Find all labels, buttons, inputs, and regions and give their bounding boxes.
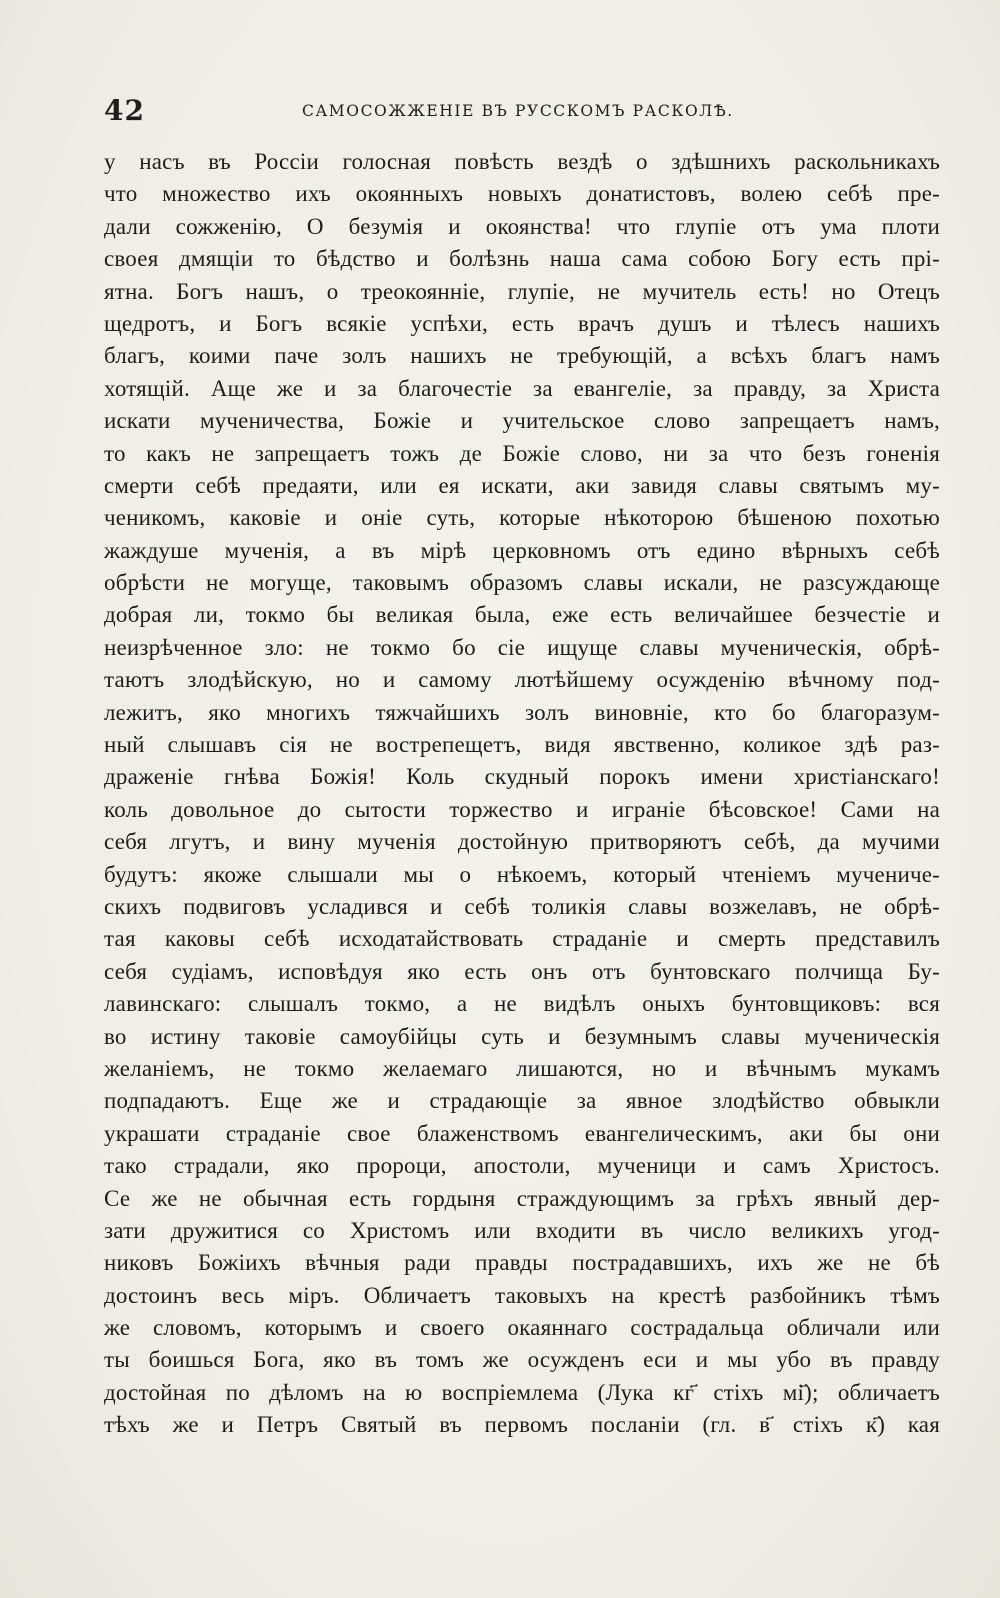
text-line: ный слышавъ сія не вострепещетъ, видя явственно, коликое здѣ раз- (104, 732, 940, 758)
text-line: ченикомъ, каковіе и оніе суть, которые нѣкоторою бѣшеною похотью (104, 505, 940, 531)
page-header (104, 94, 944, 130)
text-line: подпадаютъ. Еще же и страдающіе за явное злодѣйство обвыкли (104, 1088, 940, 1114)
text-line: тѣхъ же и Петръ Святый въ первомъ посланіи (гл. в҃ стіхъ к҃) кая (104, 1412, 940, 1438)
text-line: зати дружитися со Христомъ или входити въ число великихъ угод- (104, 1217, 940, 1243)
text-line: жаждуше мученія, а въ мірѣ церковномъ отъ едино вѣрныхъ себѣ (104, 537, 940, 563)
text-line: тако страдали, яко пророци, апостоли, мученици и самъ Христосъ. (104, 1153, 940, 1179)
text-line: никовъ Божіихъ вѣчныя ради правды пострадавшихъ, ихъ же не бѣ (104, 1250, 940, 1276)
running-title: САМОСОЖЖЕНІЕ ВЪ РУССКОМЪ РАСКОЛѢ. (302, 102, 734, 120)
text-line: что множество ихъ окоянныхъ новыхъ донатистовъ, волею себѣ пре- (104, 181, 940, 207)
text-line: желаніемъ, не токмо желаемаго лишаются, но и вѣчнымъ мукамъ (104, 1055, 940, 1081)
text-line: Се же не обычная есть гордыня страждующимъ за грѣхъ явный дер- (104, 1185, 940, 1211)
text-line: себя лгутъ, и вину мученія достойную притворяютъ себѣ, да мучими (104, 829, 940, 855)
text-line: тая каковы себѣ исходатайствовать страданіе и смерть представилъ (104, 926, 940, 952)
text-line: будутъ: якоже слышали мы о нѣкоемъ, который чтеніемъ мучениче- (104, 861, 940, 887)
text-line: лавинскаго: слышалъ токмо, а не видѣлъ оныхъ бунтовщиковъ: вся (104, 991, 940, 1017)
text-line: ты боишься Бога, яко въ томъ же осужденъ еси и мы убо въ правду (104, 1347, 940, 1373)
text-line: своея дмящіи то бѣдство и болѣзнь наша сама собою Богу есть прі- (104, 246, 940, 272)
text-line: таютъ злодѣйскую, но и самому лютѣйшему осужденію вѣчному под- (104, 667, 940, 693)
text-line: же словомъ, которымъ и своего окаяннаго сострадальца обличали или (104, 1315, 940, 1341)
text-line: ятна. Богъ нашъ, о треокоянніе, глупіе, не мучитель есть! но Отецъ (104, 278, 940, 304)
text-line: смерти себѣ предаяти, или ея искати, аки завидя славы святымъ му- (104, 472, 940, 498)
text-line: обрѣсти не могуще, таковымъ образомъ славы искали, не разсуждающе (104, 570, 940, 596)
text-line: достойная по дѣломъ на ю воспріемлема (Лука кг҃ стіхъ мі҃); обличаетъ (104, 1379, 940, 1405)
text-line: у насъ въ Россіи голосная повѣсть вездѣ о здѣшнихъ раскольникахъ (104, 149, 940, 174)
text-line: дали сожженію, О безумія и окоянства! что глупіе отъ ума плоти (104, 213, 940, 239)
text-line: коль довольное до сытости торжество и играніе бѣсовское! Сами на (104, 796, 940, 822)
text-line: то какъ не запрещаетъ тожъ де Божіе слово, ни за что безъ гоненія (104, 440, 940, 466)
text-line: неизрѣченное зло: не токмо бо сіе ищуще славы мученическія, обрѣ- (104, 634, 940, 660)
text-line: щедротъ, и Богъ всякіе успѣхи, есть врачъ душъ и тѣлесъ нашихъ (104, 310, 940, 336)
text-line: достоинъ весь міръ. Обличаетъ таковыхъ на крестѣ разбойникъ тѣмъ (104, 1282, 940, 1308)
text-line: добрая ли, токмо бы великая была, еже есть величайшее безчестіе и (104, 602, 940, 628)
text-line: благъ, коими паче золъ нашихъ не требующій, а всѣхъ благъ намъ (104, 343, 940, 369)
text-line: драженіе гнѣва Божія! Коль скудный порокъ имени христіанскаго! (104, 764, 940, 790)
text-line: во истину таковіе самоубійцы суть и безумнымъ славы мученическія (104, 1023, 940, 1049)
text-line: скихъ подвиговъ усладився и себѣ толикія славы возжелавъ, не обрѣ- (104, 893, 940, 919)
text-line: себя судіамъ, исповѣдуя яко есть онъ отъ бунтовскаго полчища Бу- (104, 958, 940, 984)
page-number: 42 (104, 94, 145, 127)
text-line: искати мученичества, Божіе и учительское слово запрещаетъ намъ, (104, 408, 940, 434)
text-line: лежитъ, яко многихъ тяжчайшихъ золъ виновніе, кто бо благоразум- (104, 699, 940, 725)
text-line: хотящій. Аще же и за благочестіе за евангеліе, за правду, за Христа (104, 375, 940, 401)
body-text (104, 146, 940, 1442)
text-line: украшати страданіе свое блаженствомъ евангелическимъ, аки бы они (104, 1120, 940, 1146)
